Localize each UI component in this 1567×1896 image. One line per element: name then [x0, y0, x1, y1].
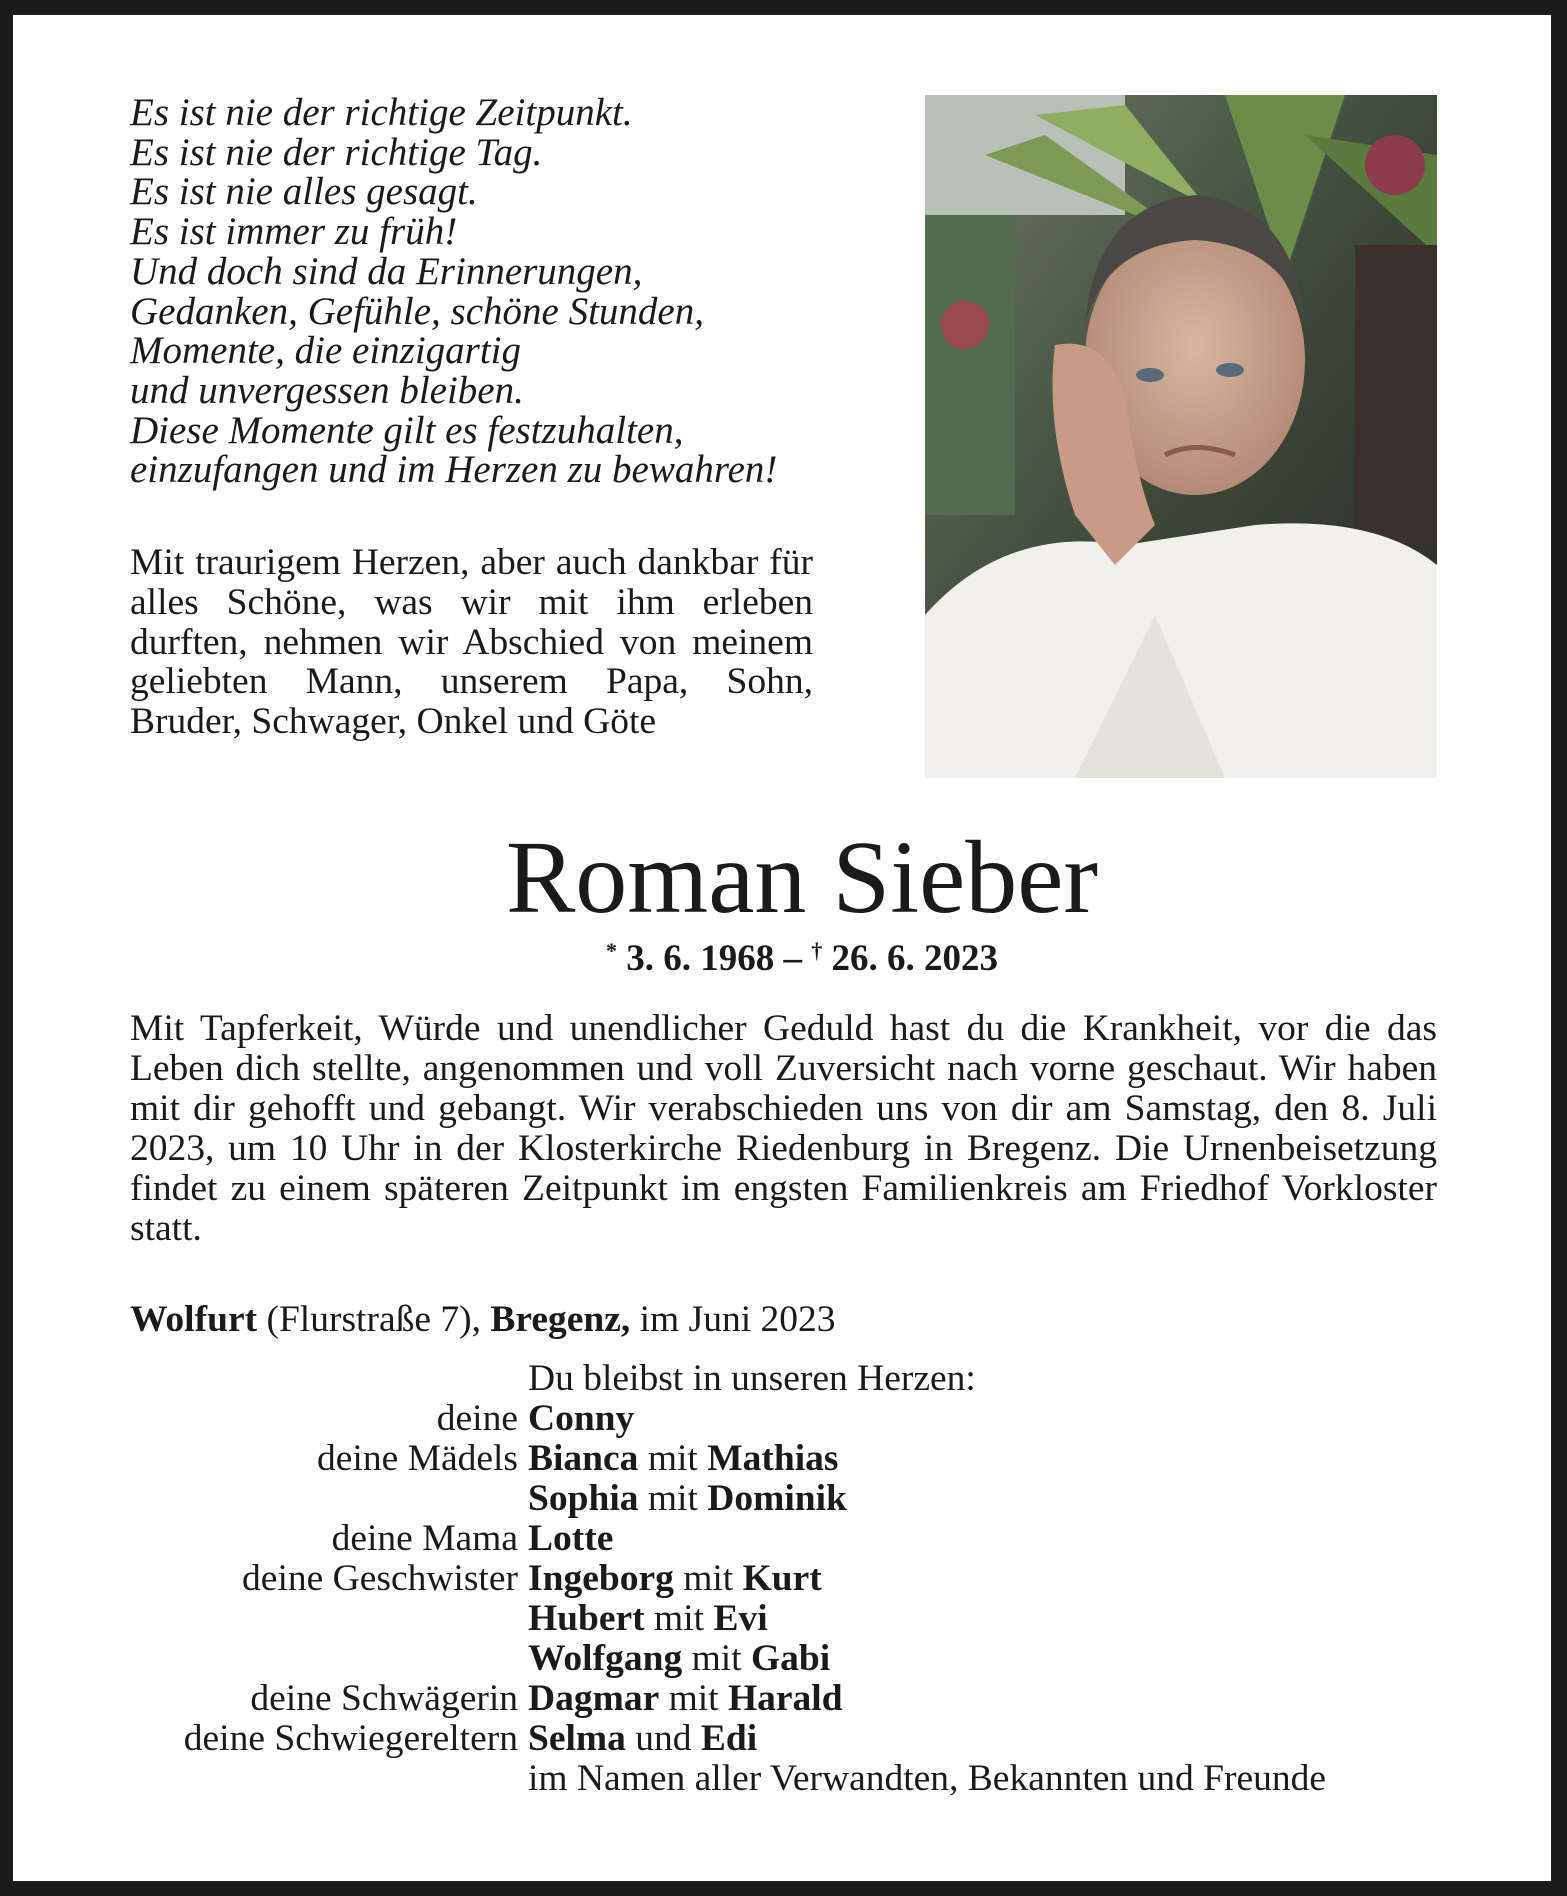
mourner-partner: Harald: [727, 1678, 843, 1719]
portrait-photo: [925, 95, 1437, 778]
mourner-relation: deine Mama: [331, 1518, 518, 1559]
deceased-name: Roman Sieber: [505, 820, 1099, 935]
mourner-relation: [130, 1479, 528, 1519]
poem-line: Es ist nie der richtige Tag.: [130, 130, 543, 174]
place-town-wolfurt: Wolfurt: [130, 1299, 258, 1340]
mourner-row: [130, 1399, 1437, 1439]
date-separator: –: [783, 938, 802, 979]
birth-date: 3. 6. 1968: [626, 938, 775, 979]
mourner-name: Ingeborg: [528, 1558, 674, 1599]
mourner-name: Selma: [528, 1718, 626, 1759]
poem-line: Es ist immer zu früh!: [130, 210, 458, 254]
poem: [130, 93, 850, 490]
mourner-relation: deine Schwiegereltern: [183, 1718, 518, 1759]
poem-line: Diese Momente gilt es festzuhalten,: [130, 408, 684, 452]
mourners-closing-row: [130, 1759, 1437, 1799]
mourner-relation: deine Schwägerin: [250, 1678, 518, 1719]
mourner-relation: [130, 1599, 528, 1639]
place-and-date: [130, 1298, 836, 1342]
mourner-partner: Kurt: [742, 1558, 822, 1599]
mourners-closing: im Namen aller Verwandten, Bekannten und Freunde: [528, 1758, 1327, 1799]
mourner-row: [130, 1519, 1437, 1559]
mourner-name: Lotte: [528, 1518, 614, 1559]
death-symbol: †: [811, 938, 823, 963]
body-paragraph: Mit Tapferkeit, Würde und unendlicher Geduld hast du die Krankheit, vor die das Leben dich stellte, angenommen und voll Zuversicht nach vorne geschaut. Wir haben mit dir gehofft und gebangt. Wir verabschieden uns von dir am Samstag, den 8. Juli 2023, um 10 Uhr in der Klosterkirche Riedenburg in Bregenz. Die Urnenbeisetzung findet zu einem späteren Zeitpunkt im engsten Familienkreis am Friedhof Vorkloster statt.: [130, 1008, 1437, 1249]
poem-line: Es ist nie der richtige Zeitpunkt.: [130, 91, 633, 134]
mourner-name: Bianca: [528, 1438, 639, 1479]
poem-line: Es ist nie alles gesagt.: [130, 170, 478, 214]
mourner-partner: Edi: [700, 1718, 758, 1759]
mourner-row: [130, 1479, 1437, 1519]
place-address: (Flurstraße 7),: [257, 1299, 491, 1340]
mourner-relation: deine: [436, 1398, 518, 1439]
mourner-relation: deine Geschwister: [242, 1558, 518, 1599]
poem-line: und unvergessen bleiben.: [130, 368, 524, 412]
mourners-heading-row: [130, 1359, 1437, 1399]
mourner-conjunction: mit: [638, 1478, 708, 1519]
place-date: im Juni 2023: [630, 1299, 836, 1340]
poem-line: Und doch sind da Erinnerungen,: [130, 249, 643, 293]
mourner-conjunction: mit: [638, 1438, 708, 1479]
mourner-row: [130, 1439, 1437, 1479]
mourner-conjunction: mit: [673, 1558, 743, 1599]
mourner-conjunction: mit: [682, 1638, 751, 1679]
birth-symbol: *: [606, 938, 617, 963]
mourner-row: [130, 1679, 1437, 1719]
mourner-name: Wolfgang: [528, 1638, 683, 1679]
mourner-name: Hubert: [528, 1598, 645, 1639]
mourner-row: [130, 1599, 1437, 1639]
mourner-relation: [130, 1639, 528, 1679]
mourner-name: Sophia: [528, 1478, 639, 1519]
mourners-list: [130, 1359, 1437, 1799]
mourner-partner: Mathias: [707, 1438, 839, 1479]
mourner-partner: Gabi: [750, 1638, 831, 1679]
place-town-bregenz: Bregenz,: [490, 1299, 631, 1340]
life-dates: [13, 929, 1551, 981]
mourners-heading: Du bleibst in unseren Herzen:: [528, 1358, 976, 1399]
mourner-row: [130, 1559, 1437, 1599]
mourner-partner: Dominik: [707, 1478, 847, 1519]
mourner-row: [130, 1719, 1437, 1759]
poem-line: einzufangen und im Herzen zu bewahren!: [130, 448, 778, 492]
mourner-name: Dagmar: [528, 1678, 660, 1719]
mourner-name: Conny: [528, 1398, 635, 1439]
mourner-row: [130, 1639, 1437, 1679]
obituary-page: [13, 15, 1551, 1881]
intro-paragraph: Mit traurigem Herzen, aber auch dankbar für alles Schöne, was wir mit ihm erleben durften, nehmen wir Abschied von meinem geliebten Mann, unserem Papa, Sohn, Bruder, Schwager, Onkel und Göte: [130, 542, 813, 743]
poem-line: Gedanken, Gefühle, schöne Stunden,: [130, 289, 704, 333]
poem-line: Momente, die einzigartig: [130, 329, 522, 373]
death-date: 26. 6. 2023: [831, 938, 998, 979]
mourner-relation: deine Mädels: [317, 1438, 518, 1479]
mourner-conjunction: mit: [644, 1598, 714, 1639]
mourner-partner: Evi: [713, 1598, 768, 1639]
mourner-conjunction: mit: [659, 1678, 728, 1719]
mourner-conjunction: und: [625, 1718, 701, 1759]
